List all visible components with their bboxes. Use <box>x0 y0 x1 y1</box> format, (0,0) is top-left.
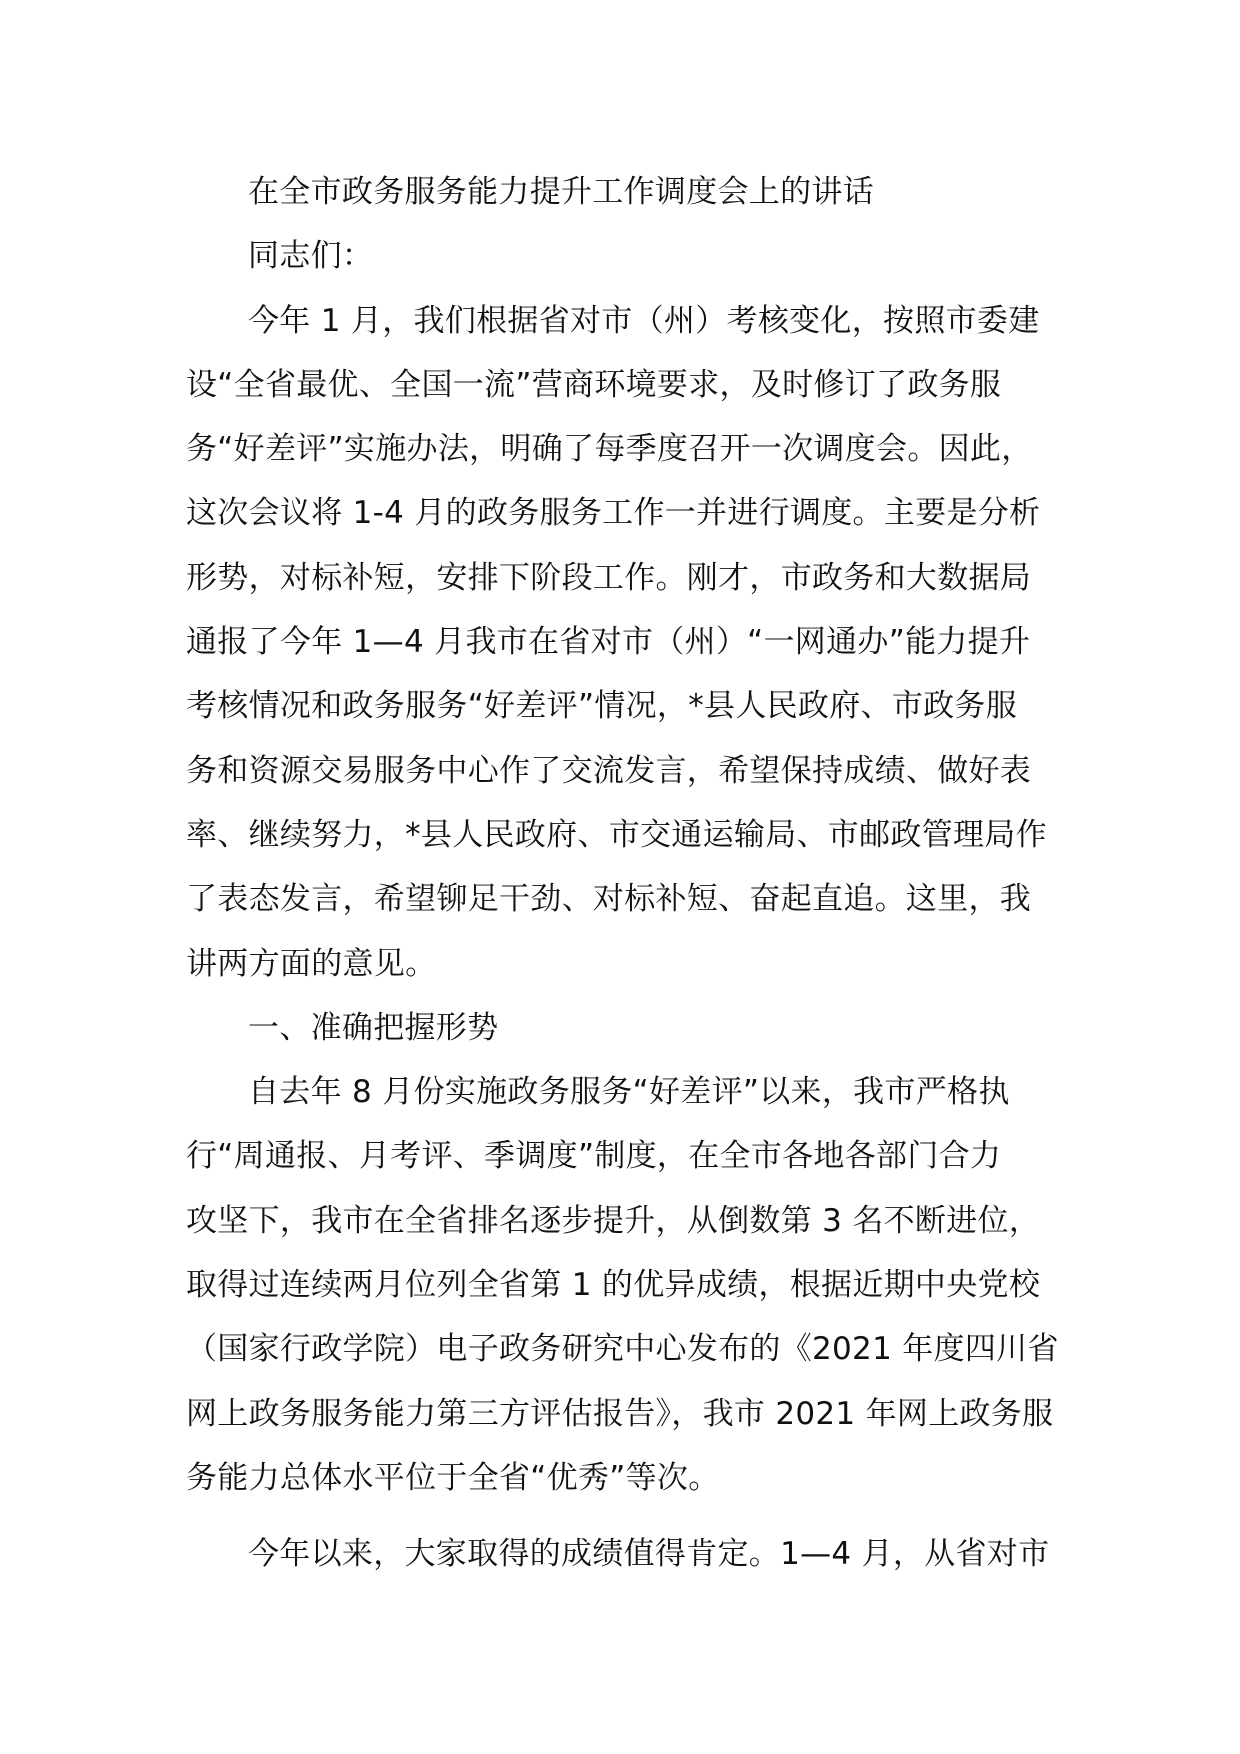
paragraph-1 <box>186 289 1066 996</box>
paragraph-line: 自去年 8 月份实施政务服务“好差评”以来，我市严格执 <box>248 1074 1010 1111</box>
paragraph-line: 形势，对标补短，安排下阶段工作。刚才，市政务和大数据局 <box>186 559 1032 596</box>
paragraph-line: 务“好差评”实施办法，明确了每季度召开一次调度会。因此， <box>186 431 1033 468</box>
section-heading: 一、准确把握形势 <box>248 1009 499 1046</box>
paragraph-line: 取得过连续两月位列全省第 1 的优异成绩，根据近期中央党校 <box>186 1267 1041 1304</box>
paragraph-line: 攻坚下，我市在全省排名逐步提升，从倒数第 3 名不断进位， <box>186 1202 1041 1239</box>
paragraph-3 <box>186 1522 1066 1586</box>
paragraph-line: 了表态发言，希望铆足干劲、对标补短、奋起直追。这里，我 <box>186 881 1032 918</box>
paragraph-line: 务能力总体水平位于全省“优秀”等次。 <box>186 1459 720 1496</box>
paragraph-line: 务和资源交易服务中心作了交流发言，希望保持成绩、做好表 <box>186 752 1032 789</box>
paragraph-line: 这次会议将 1-4 月的政务服务工作一并进行调度。主要是分析 <box>186 495 1041 532</box>
paragraph-line: 今年以来，大家取得的成绩值得肯定。1—4 月，从省对市 <box>248 1536 1050 1573</box>
paragraph-line: 网上政务服务能力第三方评估报告》，我市 2021 年网上政务服 <box>186 1395 1054 1432</box>
paragraph-line: （国家行政学院）电子政务研究中心发布的《2021 年度四川省 <box>186 1331 1059 1368</box>
salutation: 同志们： <box>248 238 374 275</box>
paragraph-line: 率、继续努力，*县人民政府、市交通运输局、市邮政管理局作 <box>186 816 1047 853</box>
paragraph-line: 通报了今年 1—4 月我市在省对市（州）“一网通办”能力提升 <box>186 624 1031 661</box>
document-title: 在全市政务服务能力提升工作调度会上的讲话 <box>248 174 874 210</box>
paragraph-gap <box>186 1510 1066 1522</box>
paragraph-2 <box>186 1060 1066 1510</box>
paragraph-line: 考核情况和政务服务“好差评”情况，*县人民政府、市政务服 <box>186 688 1018 725</box>
document-body <box>186 160 1066 1587</box>
paragraph-line: 讲两方面的意见。 <box>186 945 437 982</box>
paragraph-line: 今年 1 月，我们根据省对市（州）考核变化，按照市委建 <box>248 302 1040 339</box>
paragraph-line: 行“周通报、月考评、季调度”制度，在全市各地各部门合力 <box>186 1138 1002 1175</box>
paragraph-line: 设“全省最优、全国一流”营商环境要求，及时修订了政务服 <box>186 366 1002 403</box>
